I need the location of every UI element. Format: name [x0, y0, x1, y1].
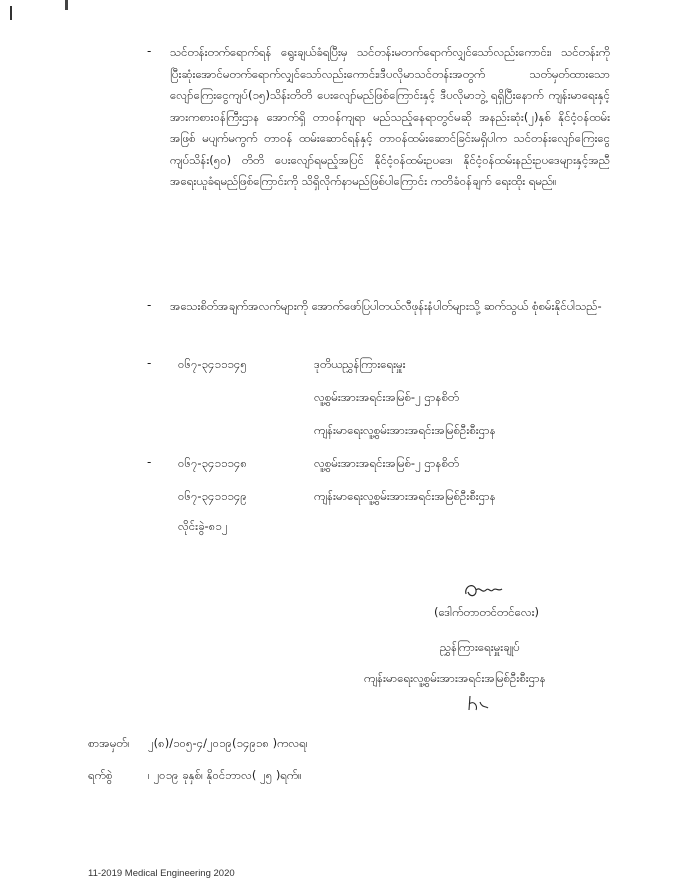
phone-number: ၀၆၇-၃၄၁၁၁၄၈ — [178, 456, 247, 470]
reference-number-label: စာအမှတ်၊ — [88, 736, 130, 750]
signer-department: ကျန်းမာရေးလူ့စွမ်းအားအရင်းအမြစ်ဦးစီးဌာန — [364, 671, 546, 685]
bullet-dash: - — [147, 44, 152, 58]
contact-department: ကျန်းမာရေးလူ့စွမ်းအားအရင်းအမြစ်ဦးစီးဌာန — [314, 489, 496, 503]
bullet-dash: - — [147, 455, 152, 469]
phone-number: ၀၆၇-၃၄၁၁၁၄၉ — [178, 489, 247, 503]
scan-mark — [65, 0, 68, 10]
reference-date-label: ရက်စွဲ — [88, 768, 113, 782]
contact-department: ကျန်းမာရေးလူ့စွမ်းအားအရင်းအမြစ်ဦးစီးဌာန — [314, 423, 496, 437]
reference-number: ၂(၈)/၁၀၅-၄/၂၀၁၉(၁၄၉၁၈ )ကလရ၊ — [148, 736, 308, 750]
bullet-dash: - — [147, 356, 152, 370]
contact-intro-paragraph: အသေးစိတ်အချက်အလက်များကို အောက်ဖော်ပြပါတယ်လီဖုန်းနံပါတ်များသို့ ဆက်သွယ် စုံစမ်းနိုင်ပါသည်- — [170, 299, 602, 313]
reference-date: ၊ ၂၀၁၉ ခုနှစ်၊ နိုဝင်ဘာလ( ၂၅ )ရက်။ — [148, 768, 302, 782]
extension-number: လိုင်းခွဲ-၈၁၂ — [178, 519, 228, 533]
footer-note: 11-2019 Medical Engineering 2020 — [88, 868, 235, 879]
bullet-dash: - — [147, 298, 152, 312]
scan-mark — [10, 6, 12, 20]
commitment-paragraph: သင်တန်းတက်ရောက်ရန် ရွေးချယ်ခံရပြီးမှ သင်တန်းမတက်ရောက်လျှင်သော်လည်းကောင်း၊ သင်တန်းကိုပြီးဆုံးအောင်မတက်ရောက်လျှင်သော်လည်းကောင်း၊ဒီပလိုမာသင်တန်းအတွက် သတ်မှတ်ထားသော လျော်ကြေးငွေကျပ်(၁၅)သိန်းတိတိ ပေးလျော်မည်ဖြစ်ကြောင်းနှင့် ဒီပလိုမာဘွဲ့ ရရှိပြီးနောက် ကျန်းမာရေးနှင့်အားကစားဝန်ကြီးဌာန အောက်ရှိ တာဝန်ကျရာ မည်သည့်နေရာတွင်မဆို အနည်းဆုံး(၂)နှစ် နိုင်ငံ့ဝန်ထမ်းအဖြစ် မပျက်မကွက် တာဝန် ထမ်းဆောင်ရန်နှင့် တာဝန်ထမ်းဆောင်ခြင်းမရှိပါက သင်တန်းလျော်ကြေးငွေ ကျပ်သိန်း(၅၀) တိတိ ပေးလျော်ရမည့်အပြင် နိုင်ငံ့ဝန်ထမ်းဥပဒေ၊ နိုင်ငံ့ဝန်ထမ်းနည်းဥပဒေများနှင့်အညီ အရေးယူခံရမည်ဖြစ်ကြောင်းကို သိရှိလိုက်နာမည်ဖြစ်ပါကြောင်း ကတိခံဝန်ချက် ရေးထိုး ရမည်။ — [170, 45, 610, 188]
contact-unit: လူ့စွမ်းအားအရင်းအမြစ်-၂ ဌာနစိတ် — [314, 390, 460, 404]
signer-title: ညွှန်ကြားရေးမှူးချုပ် — [440, 640, 520, 654]
phone-number: ၀၆၇-၃၄၁၁၁၄၅ — [178, 357, 247, 371]
contact-unit: လူ့စွမ်းအားအရင်းအမြစ်-၂ ဌာနစိတ် — [314, 456, 460, 470]
signer-name: (ဒေါက်တာတင်တင်လေး) — [434, 605, 540, 619]
initials-mark — [464, 692, 492, 714]
contact-title: ဒုတိယညွှန်ကြားရေးမှူး — [314, 357, 406, 371]
signature-mark — [462, 578, 512, 602]
